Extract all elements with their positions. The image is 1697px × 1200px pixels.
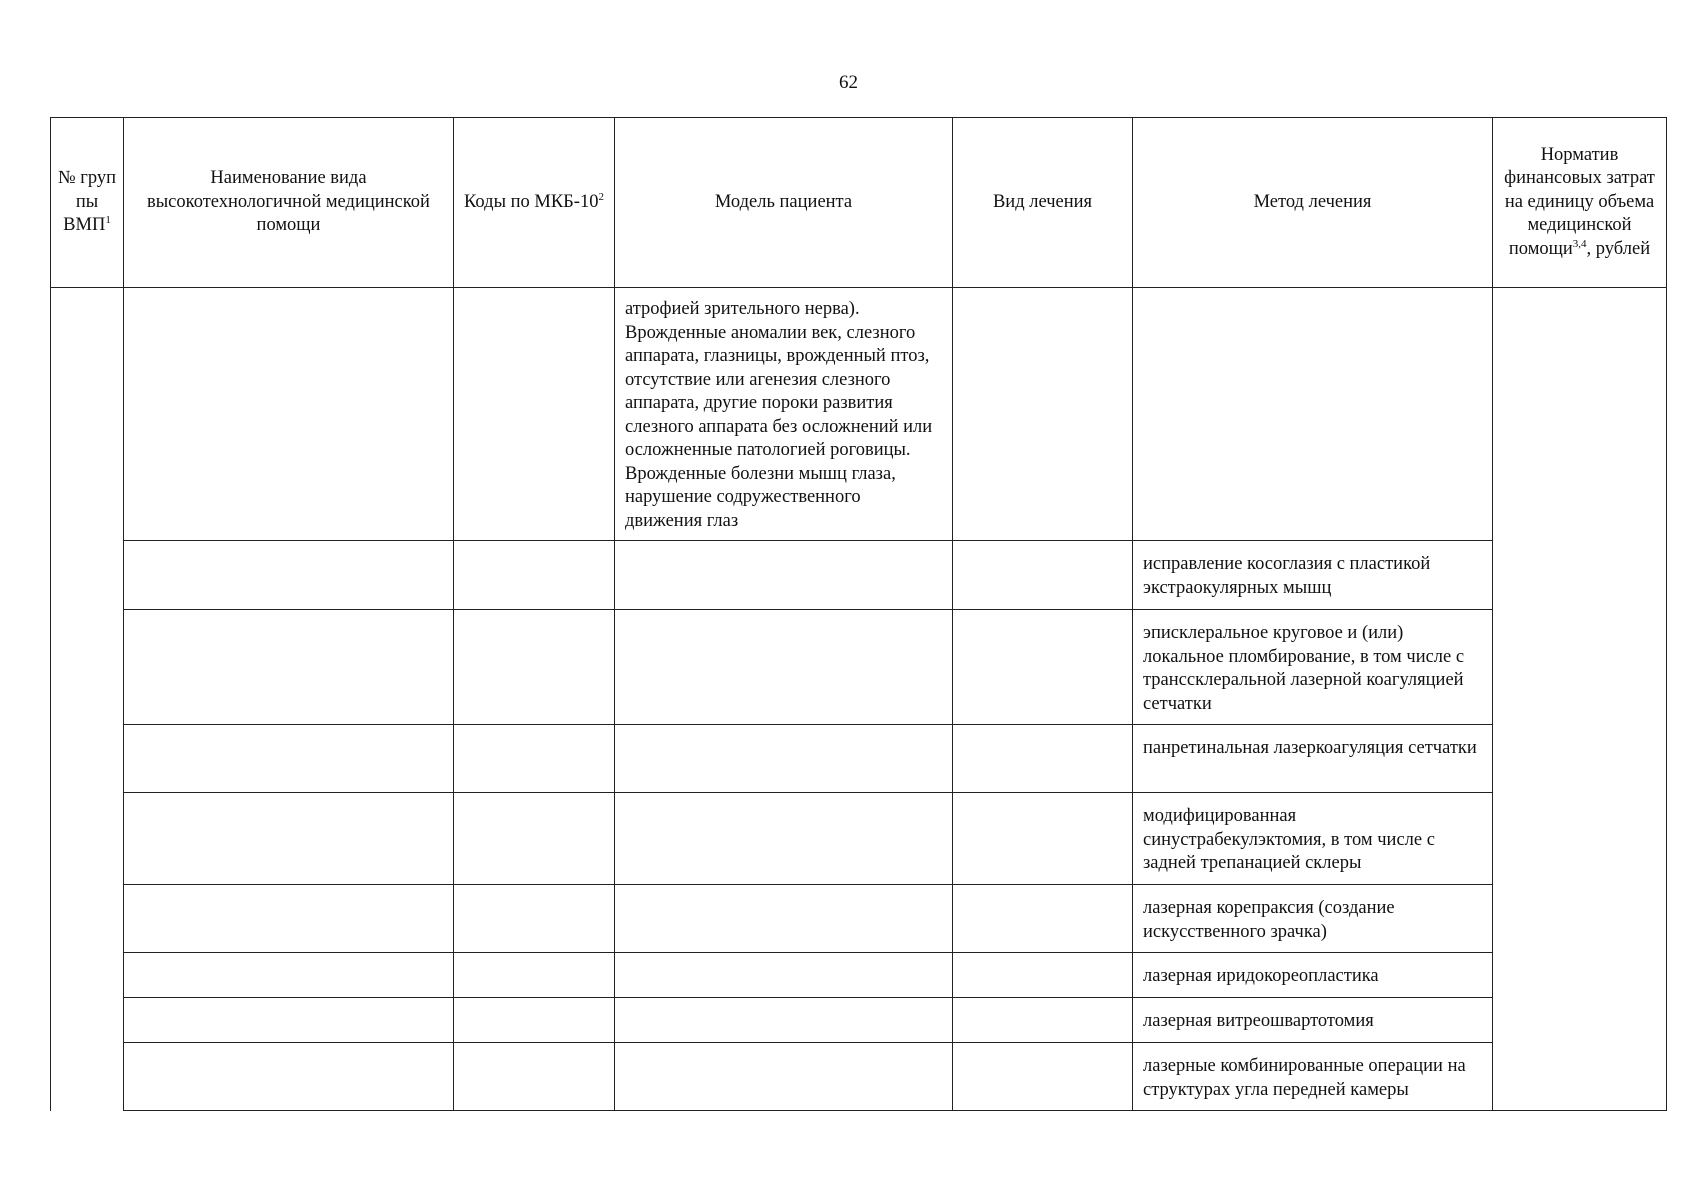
treatment-type-cell: [953, 725, 1133, 793]
care-type-cell: [124, 541, 454, 610]
patient-model-cell: [615, 725, 953, 793]
group-no-cell: [51, 288, 124, 1111]
table-row: [51, 725, 1667, 793]
table-row: [51, 953, 1667, 998]
table-row: [51, 1043, 1667, 1111]
treatment-method-cell: лазерная корепраксия (создание искусственного зрачка): [1133, 885, 1493, 953]
icd-codes-cell: [454, 725, 615, 793]
care-type-cell: [124, 610, 454, 725]
header-cost-norm: Норматив финансовых затрат на единицу объема медицинской помощи$^{3,4}$, рублей: [1493, 118, 1667, 288]
header-group-no: № груп пы ВМП$^1$: [51, 118, 124, 288]
icd-codes-cell: [454, 541, 615, 610]
table-row: [51, 885, 1667, 953]
treatment-type-cell: [953, 288, 1133, 541]
treatment-method-cell: [1133, 288, 1493, 541]
treatment-type-cell: [953, 885, 1133, 953]
patient-model-cell: [615, 998, 953, 1043]
header-care-type: Наименование вида высокотехнологичной медицинской помощи: [124, 118, 454, 288]
care-type-cell: [124, 288, 454, 541]
icd-codes-cell: [454, 953, 615, 998]
table-row: [51, 610, 1667, 725]
icd-codes-cell: [454, 793, 615, 885]
cost-norm-cell: [1493, 288, 1667, 1111]
patient-model-cell: [615, 1043, 953, 1111]
header-treatment-method: Метод лечения: [1133, 118, 1493, 288]
header-patient-model: Модель пациента: [615, 118, 953, 288]
icd-codes-cell: [454, 288, 615, 541]
patient-model-cell: [615, 610, 953, 725]
icd-codes-cell: [454, 610, 615, 725]
care-type-cell: [124, 725, 454, 793]
treatment-type-cell: [953, 998, 1133, 1043]
patient-model-cell: [615, 793, 953, 885]
table-row: [51, 793, 1667, 885]
patient-model-cell: [615, 953, 953, 998]
icd-codes-cell: [454, 885, 615, 953]
table-header-row: [51, 118, 1667, 288]
treatment-type-cell: [953, 793, 1133, 885]
patient-model-cell: [615, 541, 953, 610]
icd-codes-cell: [454, 998, 615, 1043]
care-type-cell: [124, 1043, 454, 1111]
header-icd-codes: Коды по МКБ-$10^2$: [454, 118, 615, 288]
care-type-cell: [124, 953, 454, 998]
patient-model-cell: атрофией зрительного нерва). Врожденные аномалии век, слезного аппарата, глазницы, врожденный птоз, отсутствие или агенезия слезного аппарата, другие пороки развития слезного аппарата без осложнений или осложненные патологией роговицы. Врожденные болезни мышц глаза, нарушение содружественного движения глаз: [615, 288, 953, 541]
treatment-type-cell: [953, 1043, 1133, 1111]
care-type-cell: [124, 885, 454, 953]
treatment-method-cell: лазерные комбинированные операции на структурах угла передней камеры: [1133, 1043, 1493, 1111]
treatment-method-cell: эписклеральное круговое и (или) локальное пломбирование, в том числе с транссклеральной лазерной коагуляцией сетчатки: [1133, 610, 1493, 725]
treatment-type-cell: [953, 610, 1133, 725]
header-treatment-type: Вид лечения: [953, 118, 1133, 288]
table-row: [51, 998, 1667, 1043]
table-row: [51, 541, 1667, 610]
treatment-method-cell: лазерная витреошвартотомия: [1133, 998, 1493, 1043]
table-row: [51, 288, 1667, 541]
icd-codes-cell: [454, 1043, 615, 1111]
vmp-table: [50, 117, 1667, 1111]
treatment-type-cell: [953, 953, 1133, 998]
care-type-cell: [124, 998, 454, 1043]
treatment-method-cell: панретинальная лазеркоагуляция сетчатки: [1133, 725, 1493, 793]
treatment-method-cell: модифицированная синустрабекулэктомия, в том числе с задней трепанацией склеры: [1133, 793, 1493, 885]
page-number: 62: [839, 72, 858, 93]
care-type-cell: [124, 793, 454, 885]
patient-model-cell: [615, 885, 953, 953]
treatment-method-cell: исправление косоглазия с пластикой экстраокулярных мышц: [1133, 541, 1493, 610]
treatment-method-cell: лазерная иридокореопластика: [1133, 953, 1493, 998]
treatment-type-cell: [953, 541, 1133, 610]
